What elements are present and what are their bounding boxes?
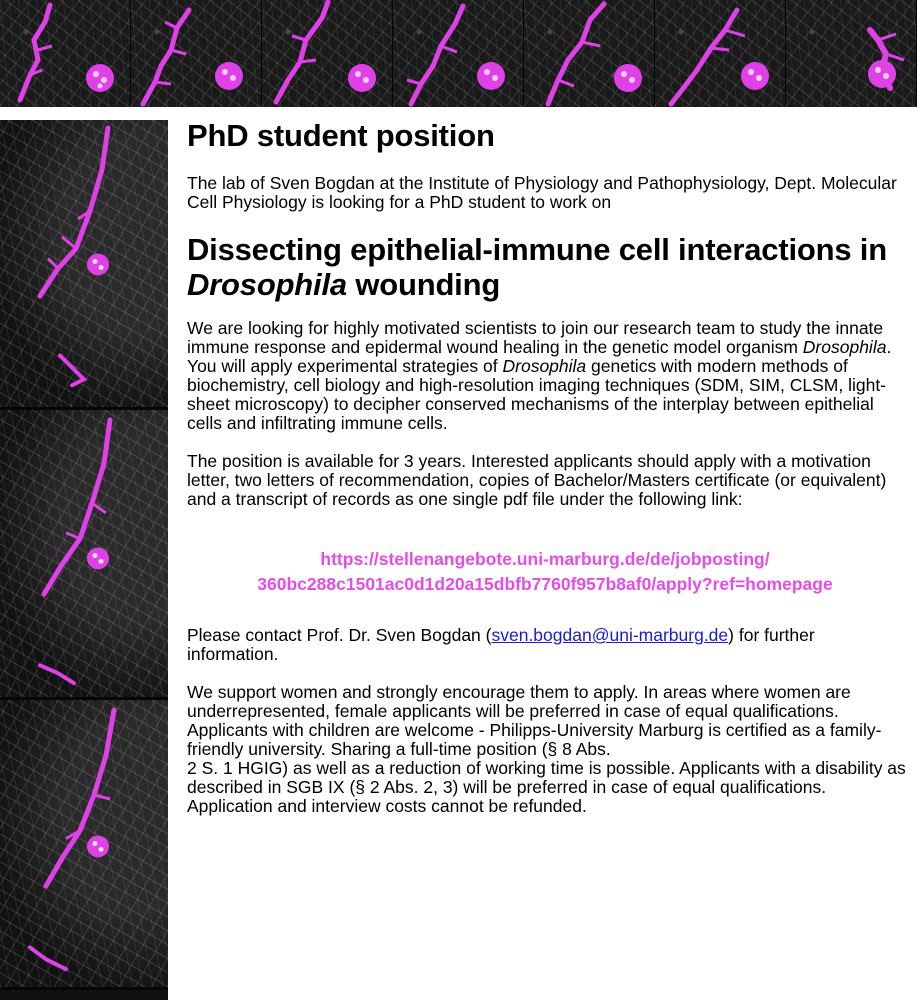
microscopy-tile — [0, 0, 131, 107]
microscopy-tile — [131, 0, 262, 107]
microscopy-side-panel — [0, 410, 168, 700]
description-text: We are looking for highly motivated scientists to join our research team to study the innate immune response and epidermal wound healing in the genetic model organism — [187, 318, 884, 357]
microscopy-side-panel — [0, 120, 168, 410]
microscopy-tile — [655, 0, 786, 107]
project-description — [187, 319, 907, 433]
project-title-species: Drosophila — [187, 267, 347, 302]
apply-link[interactable] — [187, 547, 903, 597]
microscopy-banner — [0, 0, 917, 107]
project-title — [187, 232, 907, 302]
equality-statement — [187, 683, 907, 816]
microscopy-side-panel — [0, 700, 168, 990]
microscopy-tile — [393, 0, 524, 107]
equality-text-b: 2 S. 1 HGIG) as well as a reduction of working time is possible. Applicants with a disability as described in SGB IX (§ 2 Abs. 2, 3) will be preferred in case of equal qualifications. Application and interview costs cannot be refunded. — [187, 758, 906, 816]
contact-prefix: Please contact Prof. Dr. Sven Bogdan ( — [187, 625, 492, 645]
application-instructions: The position is available for 3 years. Interested applicants should apply with a motivation letter, two letters of recommendation, copies of Bachelor/Masters certificate (or equivalent) and a transcript of records as one single pdf file under the following link: — [187, 451, 887, 509]
microscopy-side-strip — [0, 120, 168, 1000]
microscopy-tile — [524, 0, 655, 107]
apply-link-line-2[interactable]: 360bc288c1501ac0d1d20a15dbfb7760f957b8af0/apply?ref=homepage — [257, 574, 833, 594]
job-posting — [187, 118, 907, 816]
equality-text-a: We support women and strongly encourage them to apply. In areas where women are underrepresented, female applicants will be preferred in case of equal qualifications. Applicants with children are welcome - Philipps-University Marburg is certified as a family-friendly university. Sharing a full-time position (§ 8 Abs. — [187, 682, 882, 759]
description-text: genetics with modern methods of biochemistry, cell biology and high-resolution imaging techniques (SDM, SIM, CLSM, light-sheet microscopy) to decipher conserved mechanisms of the interplay between epithelial cells and infiltrating immune cells. — [187, 356, 887, 433]
species-name: Drosophila — [802, 337, 887, 357]
project-title-end: wounding — [346, 267, 501, 302]
project-title-text: Dissecting epithelial-immune cell interactions in — [187, 232, 887, 267]
intro-text: The lab of Sven Bogdan at the Institute of Physiology and Pathophysiology, Dept. Molecular Cell Physiology is looking for a PhD student to work on — [187, 173, 897, 212]
description-text: . You will apply experimental strategies of — [187, 337, 892, 376]
email-link[interactable]: sven.bogdan@uni-marburg.de — [491, 625, 729, 645]
microscopy-tile — [786, 0, 917, 107]
apply-link-line-1[interactable]: https://stellenangebote.uni-marburg.de/de/jobposting/ — [320, 549, 770, 569]
microscopy-tile — [262, 0, 393, 107]
contact-text — [187, 626, 907, 664]
page-title: PhD student position — [187, 118, 495, 153]
contact-suffix: ) for further information. — [187, 625, 815, 664]
species-name: Drosophila — [502, 356, 587, 376]
